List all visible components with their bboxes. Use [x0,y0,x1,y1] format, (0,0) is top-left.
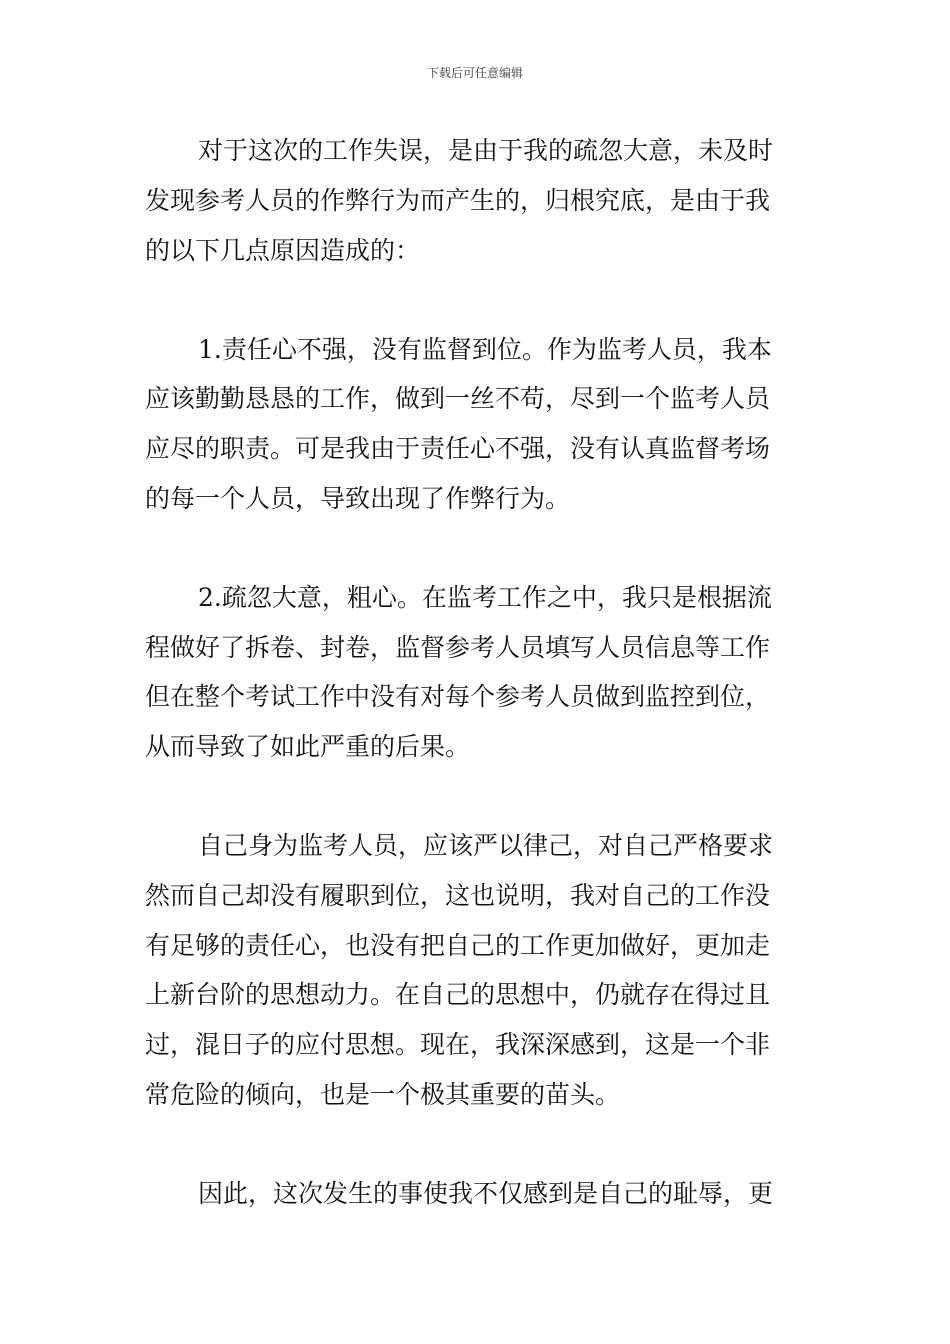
text-line: 的以下几点原因造成的： [145,236,421,265]
text-line: 有足够的责任心，也没有把自己的工作更加做好，更加走 [145,931,771,960]
text-line: 程做好了拆卷、封卷，监督参考人员填写人员信息等工作 [145,633,771,662]
text-line: 从而导致了如此严重的后果。 [145,732,471,761]
text-line: 然而自己却没有履职到位，这也说明，我对自己的工作没 [145,881,771,910]
text-line: 2.疏忽大意，粗心。在监考工作之中，我只是根据流 [198,583,772,612]
text-line: 发现参考人员的作弊行为而产生的，归根究底，是由于我 [145,186,771,215]
text-line: 应尽的职责。可是我由于责任心不强，没有认真监督考场 [145,434,771,463]
text-line: 对于这次的工作失误，是由于我的疏忽大意，未及时 [198,136,774,165]
text-line: 过，混日子的应付思想。现在，我深深感到，这是一个非 [145,1030,771,1059]
text-line: 上新台阶的思想动力。在自己的思想中，仍就存在得过且 [145,980,771,1009]
text-line: 常危险的倾向，也是一个极其重要的苗头。 [145,1080,621,1109]
text-line: 应该勤勤恳恳的工作，做到一丝不苟，尽到一个监考人员 [145,384,771,413]
text-line: 但在整个考试工作中没有对每个参考人员做到监控到位， [145,682,771,711]
text-line: 的每一个人员，导致出现了作弊行为。 [145,484,571,513]
page-header: 下载后可任意编辑 [426,66,523,80]
text-line: 自己身为监考人员，应该严以律己，对自己严格要求 [198,831,774,860]
text-line: 1.责任心不强，没有监督到位。作为监考人员，我本 [198,335,772,364]
text-line: 因此，这次发生的事使我不仅感到是自己的耻辱，更 [198,1179,774,1208]
